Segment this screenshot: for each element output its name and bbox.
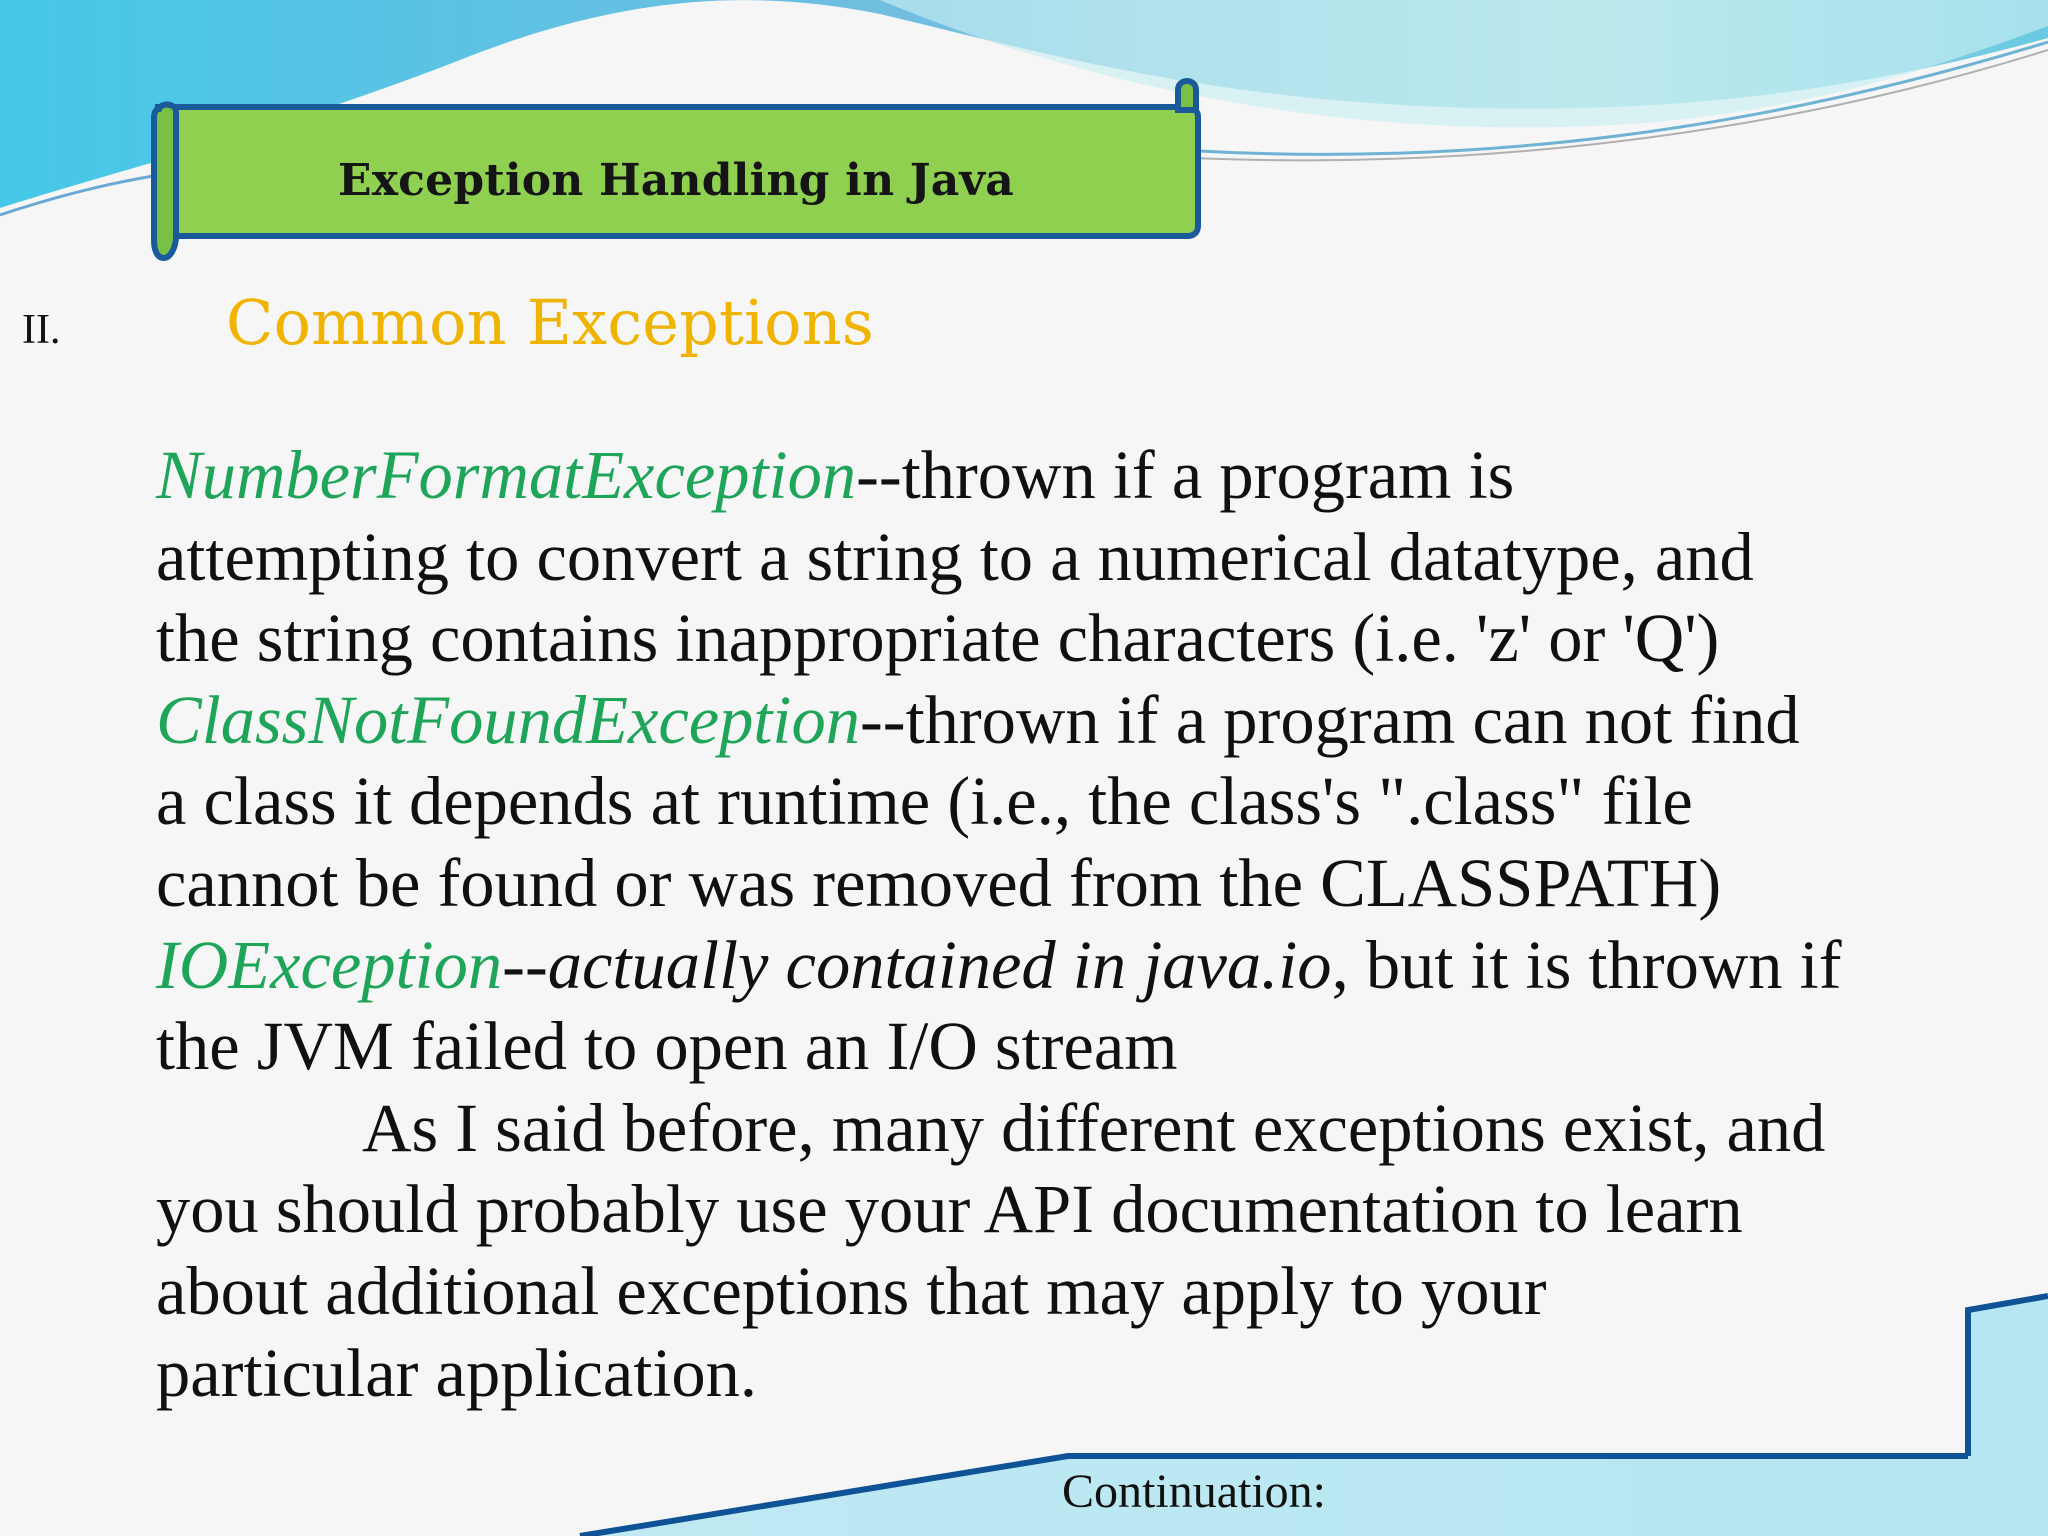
exception-name: ClassNotFoundException [156, 681, 860, 758]
text-line [156, 1088, 1986, 1170]
text-line: you should probably use your API documentation to learn [156, 1171, 1743, 1248]
italic-description: --actually contained in java.io [502, 926, 1332, 1003]
title-banner-right-roll [1178, 81, 1196, 110]
exception-description: , but it is thrown if [1331, 926, 1842, 1003]
section-heading: Common Exceptions [226, 286, 874, 359]
text-line [156, 925, 1986, 1007]
text-line [156, 435, 1986, 517]
body-text [156, 435, 1986, 1414]
text-line: particular application. [156, 1334, 758, 1411]
exception-name: IOException [156, 926, 503, 1003]
text-line: the string contains inappropriate characters (i.e. 'z' or 'Q') [156, 600, 1720, 677]
exception-name: NumberFormatException [156, 437, 857, 513]
slide-title: Exception Handling in Java [338, 154, 1014, 206]
text-line: attempting to convert a string to a numerical datatype, and [156, 518, 1754, 595]
text-line: the JVM failed to open an I/O stream [156, 1008, 1178, 1085]
section-number: II. [22, 307, 61, 353]
text-line [156, 680, 1986, 762]
text-line: cannot be found or was removed from the CLASSPATH) [156, 844, 1722, 921]
exception-description: --thrown if a program can not find [859, 681, 1800, 758]
text-line: about additional exceptions that may apply to your [156, 1252, 1547, 1329]
footer-label: Continuation: [1062, 1465, 1326, 1518]
text-line: a class it depends at runtime (i.e., the class's ".class" file [156, 763, 1693, 840]
exception-description: --thrown if a program is [856, 437, 1515, 513]
title-banner-left-roll [154, 105, 176, 259]
paragraph-text: As I said before, many different exceptions exist, and [362, 1089, 1826, 1166]
